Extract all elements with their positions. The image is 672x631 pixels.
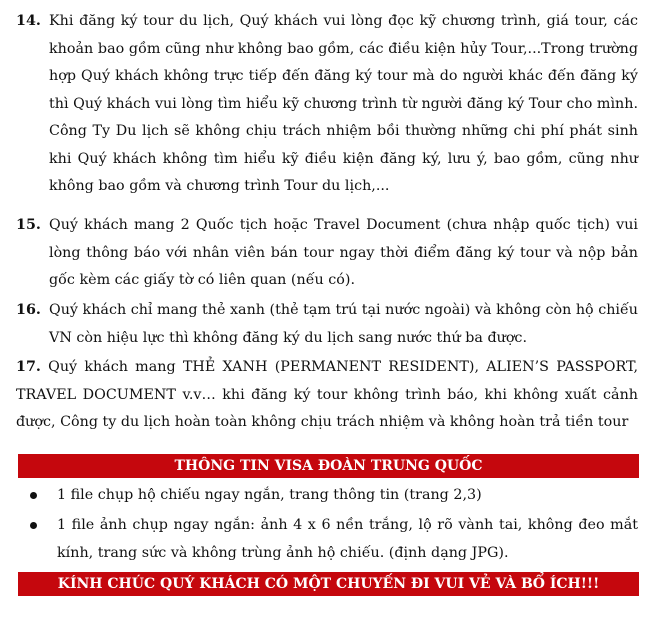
bullet-text: 1 file ảnh chụp ngay ngắn: ảnh 4 x 6 nền trắng, lộ rõ vành tai, không đeo mắt kính, trang sức và không trùng ảnh hộ chiếu. (định dạng JPG). — [57, 517, 638, 561]
item-text: Quý khách mang 2 Quốc tịch hoặc Travel Document (chưa nhập quốc tịch) vui lòng thông báo với nhân viên bán tour ngay thời điểm đăng ký tour và nộp bản gốc kèm các giấy tờ có liên quan (nếu có). — [49, 217, 638, 288]
bullet-icon — [30, 522, 37, 529]
list-item — [24, 482, 638, 510]
item-text: Quý khách chỉ mang thẻ xanh (thẻ tạm trú tại nước ngoài) và không còn hộ chiếu VN còn hiệu lực thì không đăng ký du lịch sang nước thứ ba được. — [49, 302, 638, 346]
visa-section-title: THÔNG TIN VISA ĐOÀN TRUNG QUỐC — [18, 454, 639, 478]
item-number: 15. — [16, 217, 41, 233]
item-number: 16. — [16, 302, 41, 318]
list-item-17 — [16, 354, 638, 437]
item-number: 14. — [16, 13, 41, 29]
list-item — [24, 512, 638, 567]
item-number: 17. — [16, 359, 41, 375]
list-item-14 — [16, 8, 638, 201]
list-item-16 — [16, 297, 638, 352]
bullet-text: 1 file chụp hộ chiếu ngay ngắn, trang thông tin (trang 2,3) — [57, 487, 482, 503]
item-text: Quý khách mang THẺ XANH (PERMANENT RESIDENT), ALIEN’S PASSPORT, TRAVEL DOCUMENT v.v… khi đăng ký tour không trình báo, khi không xuất cảnh được, Công ty du lịch hoàn toàn không chịu trách nhiệm và không hoàn trả tiền tour — [16, 359, 638, 430]
item-text: Khi đăng ký tour du lịch, Quý khách vui lòng đọc kỹ chương trình, giá tour, các khoản bao gồm cũng như không bao gồm, các điều kiện hủy Tour,...Trong trường hợp Quý khách không trực tiếp đến đăng ký tour mà do người khác đến đăng ký thì Quý khách vui lòng tìm hiểu kỹ chương trình từ người đăng ký Tour cho mình. Công Ty Du lịch sẽ không chịu trách nhiệm bồi thường những chi phí phát sinh khi Quý khách không tìm hiểu kỹ điều kiện đăng ký, lưu ý, bao gồm, cũng như không bao gồm và chương trình Tour du lịch,... — [49, 13, 638, 194]
bullet-icon — [30, 492, 37, 499]
list-item-15 — [16, 212, 638, 295]
closing-banner: KÍNH CHÚC QUÝ KHÁCH CÓ MỘT CHUYẾN ĐI VUI VẺ VÀ BỔ ÍCH!!! — [18, 572, 639, 596]
